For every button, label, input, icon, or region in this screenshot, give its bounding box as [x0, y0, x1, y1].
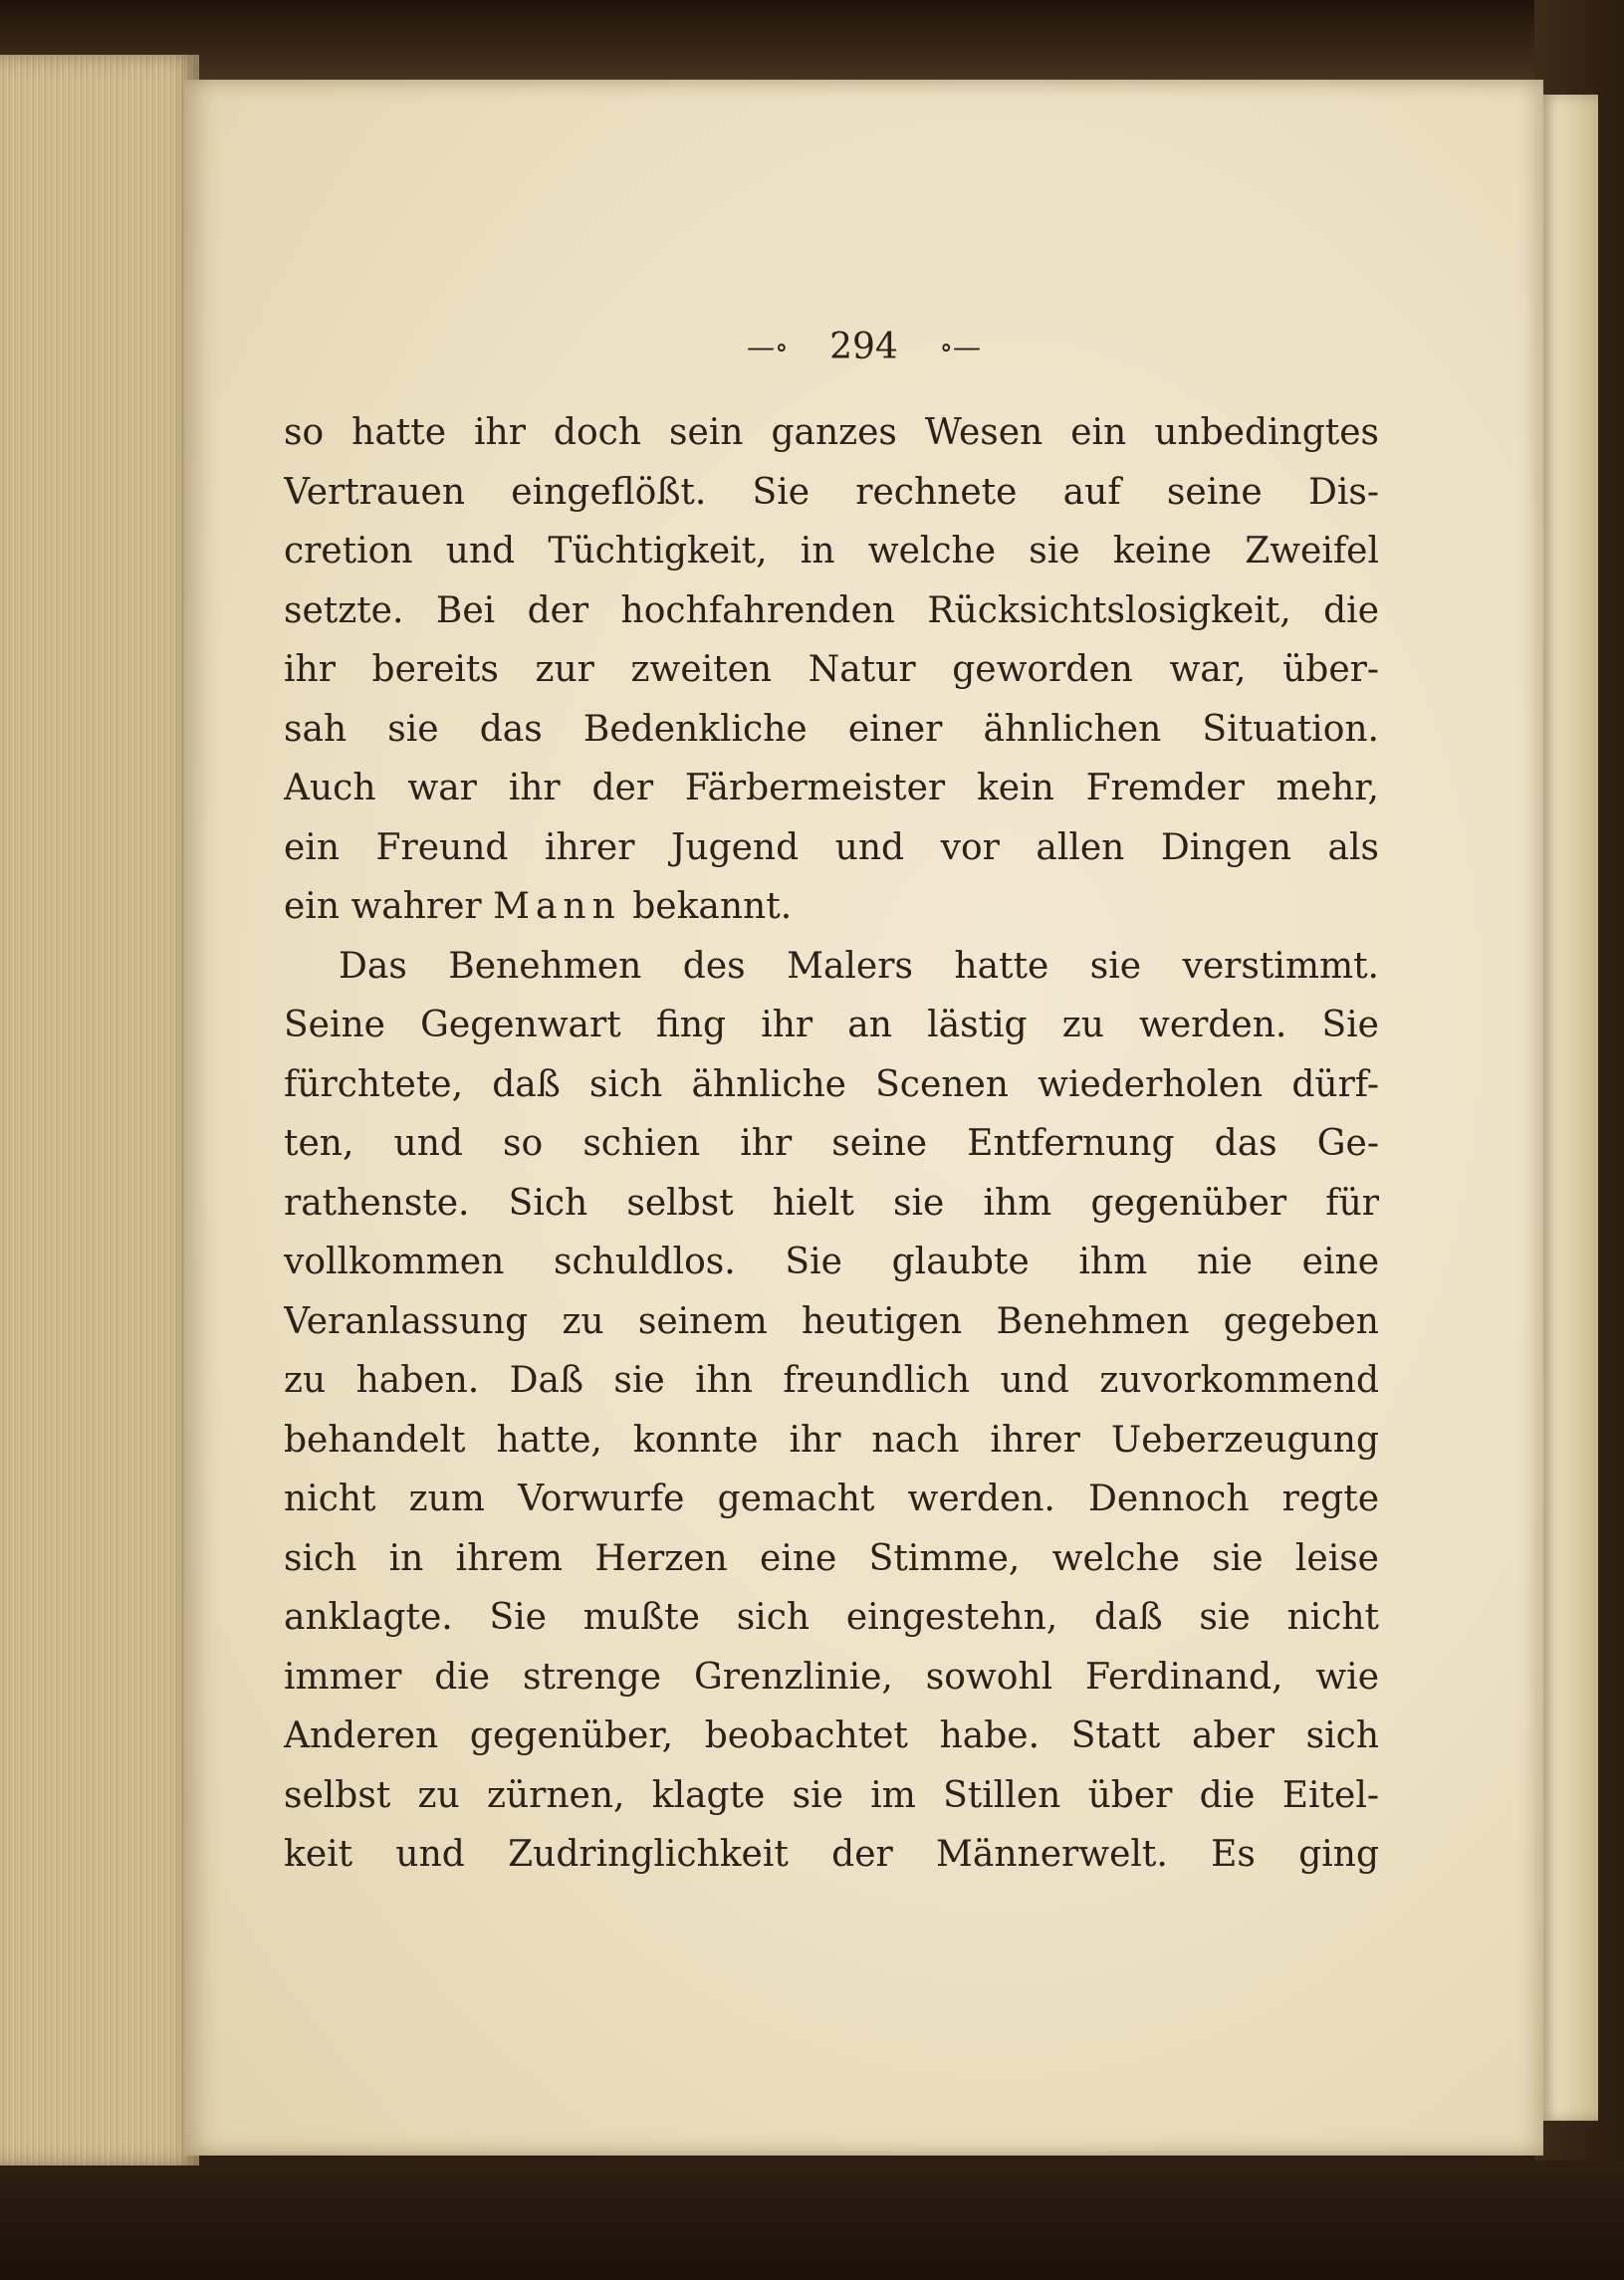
ornament-right-icon: ∘—	[939, 330, 982, 363]
paragraph-1	[284, 403, 1379, 937]
text-line: Veranlassung zu seinem heutigen Benehmen gegeben	[284, 1300, 1379, 1342]
text-line: Auch war ihr der Färbermeister kein Fremder mehr,	[284, 768, 1379, 808]
spaced-word: Mann	[493, 886, 621, 927]
body-text	[284, 403, 1379, 1885]
text-line: ten, und so schien ihr seine Entfernung das Ge-	[284, 1123, 1379, 1164]
text-line: sah sie das Bedenkliche einer ähnlichen Situation.	[284, 708, 1379, 750]
text-line: fürchtete, daß sich ähnliche Scenen wiederholen dürf-	[284, 1063, 1379, 1105]
page-header	[184, 324, 1543, 367]
text-line: anklagte. Sie mußte sich eingestehn, daß sie nicht	[284, 1597, 1379, 1638]
text-line: so hatte ihr doch sein ganzes Wesen ein unbedingtes	[284, 412, 1379, 453]
text-line: sich in ihrem Herzen eine Stimme, welche sie leise	[284, 1537, 1379, 1579]
text-line: nicht zum Vorwurfe gemacht werden. Dennoch regte	[284, 1479, 1379, 1519]
page-stack-edge	[0, 55, 199, 2166]
text-line: immer die strenge Grenzlinie, sowohl Ferdinand, wie	[284, 1656, 1379, 1698]
text-line: Vertrauen eingeflößt. Sie rechnete auf seine Dis-	[284, 471, 1379, 513]
text-fragment: ein wahrer	[284, 886, 494, 927]
text-line: Das Benehmen des Malers hatte sie verstimmt.	[339, 945, 1379, 987]
page-number: 294	[829, 326, 898, 367]
text-line: zu haben. Daß sie ihn freundlich und zuvorkommend	[284, 1360, 1379, 1401]
paragraph-2	[284, 937, 1379, 1885]
text-line: setzte. Bei der hochfahrenden Rücksichtslosigkeit, die	[284, 589, 1379, 631]
text-line: Anderen gegenüber, beobachtet habe. Statt aber sich	[284, 1715, 1379, 1756]
book-cover-bottom	[0, 2161, 1624, 2280]
opposite-page-edge	[1538, 95, 1598, 2121]
text-line: behandelt hatte, konnte ihr nach ihrer Ueberzeugung	[284, 1419, 1379, 1461]
text-line-last	[284, 877, 1379, 937]
text-line: keit und Zudringlichkeit der Männerwelt. Es ging	[284, 1834, 1379, 1875]
text-line: ein Freund ihrer Jugend und vor allen Dingen als	[284, 826, 1379, 868]
text-fragment: bekannt.	[620, 886, 793, 927]
book-cover-top	[0, 0, 1624, 90]
text-line: vollkommen schuldlos. Sie glaubte ihm nie eine	[284, 1242, 1379, 1282]
text-line: rathenste. Sich selbst hielt sie ihm gegenüber für	[284, 1182, 1379, 1224]
text-line: ihr bereits zur zweiten Natur geworden war, über-	[284, 649, 1379, 690]
text-line: selbst zu zürnen, klagte sie im Stillen über die Eitel-	[284, 1774, 1379, 1816]
text-line: Seine Gegenwart fing ihr an lästig zu werden. Sie	[284, 1005, 1379, 1045]
text-line: cretion und Tüchtigkeit, in welche sie keine Zweifel	[284, 531, 1379, 571]
ornament-left-icon: —∘	[746, 330, 789, 363]
